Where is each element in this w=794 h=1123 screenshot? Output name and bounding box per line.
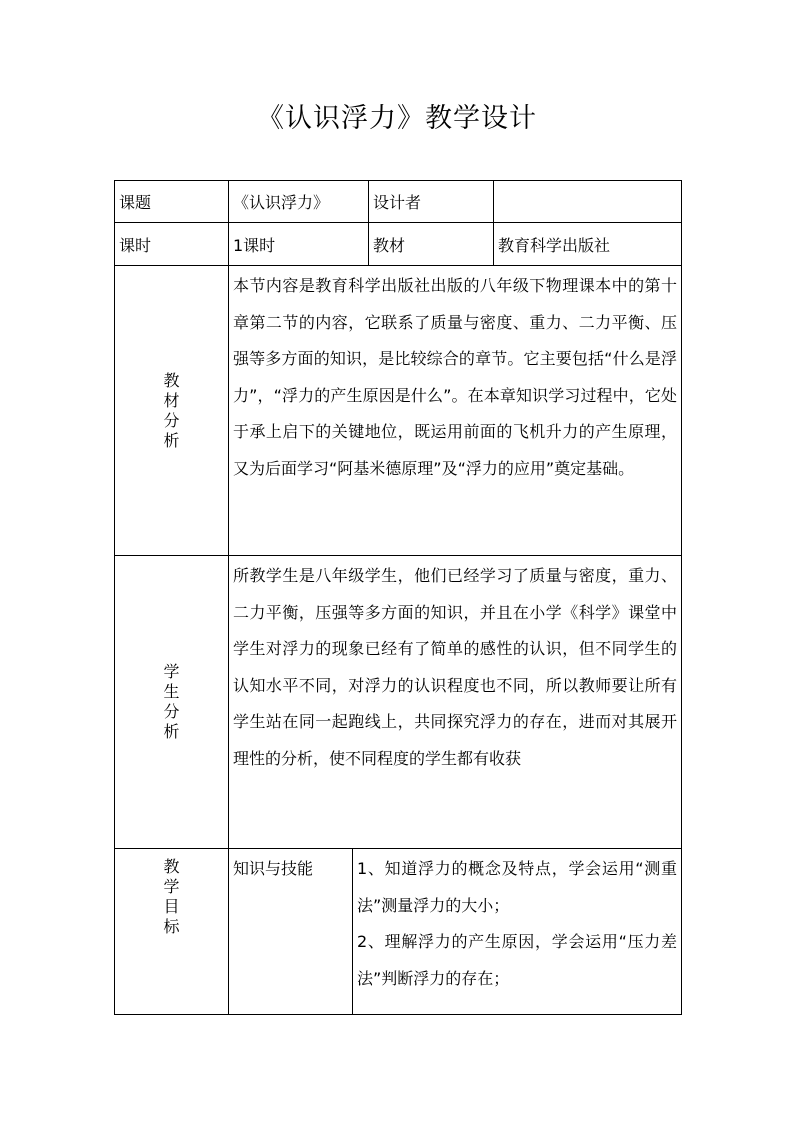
textbook-label: 教材 bbox=[369, 223, 494, 266]
student-analysis-label: 学生分析 bbox=[163, 662, 180, 741]
table-row-topic bbox=[115, 181, 682, 223]
teaching-goals-items bbox=[353, 849, 682, 1015]
designer-label: 设计者 bbox=[369, 181, 494, 223]
topic-value: 《认识浮力》 bbox=[229, 181, 369, 223]
material-analysis-label: 教材分析 bbox=[163, 370, 180, 450]
student-analysis-text: 所教学生是八年级学生，他们已经学习了质量与密度，重力、二力平衡，压强等多方面的知识，并且在小学《科学》课堂中学生对浮力的现象已经有了简单的感性的认识，但不同学生的认知水平不同，对浮力的认识程度也不同，所以教师要让所有学生站在同一起跑线上，共同探究浮力的存在，进而对其展开理性的分析，使不同程度的学生都有收获 bbox=[229, 556, 682, 849]
topic-label: 课题 bbox=[115, 181, 229, 223]
teaching-goals-category: 知识与技能 bbox=[229, 849, 353, 1015]
teaching-goals-label-cell bbox=[115, 849, 229, 1015]
student-analysis-label-cell bbox=[115, 556, 229, 849]
teaching-goal-item: 2、理解浮力的产生原因，学会运用“压力差法”判断浮力的存在； bbox=[357, 932, 678, 988]
lesson-design-table bbox=[114, 180, 682, 1015]
period-value: 1课时 bbox=[229, 223, 369, 266]
table-row-teaching-goals bbox=[115, 849, 682, 1015]
teaching-goals-label: 教学目标 bbox=[163, 857, 180, 936]
material-analysis-text: 本节内容是教育科学出版社出版的八年级下物理课本中的第十章第二节的内容，它联系了质量与密度、重力、二力平衡、压强等多方面的知识，是比较综合的章节。它主要包括“什么是浮力”，“浮力的产生原因是什么”。在本章知识学习过程中，它处于承上启下的关键地位，既运用前面的飞机升力的产生原理，又为后面学习“阿基米德原理”及“浮力的应用”奠定基础。 bbox=[229, 266, 682, 556]
table-row-student-analysis bbox=[115, 556, 682, 849]
material-analysis-label-cell bbox=[115, 266, 229, 556]
table-row-period bbox=[115, 223, 682, 266]
period-label: 课时 bbox=[115, 223, 229, 266]
page-title: 《认识浮力》教学设计 bbox=[257, 103, 537, 134]
textbook-value: 教育科学出版社 bbox=[494, 223, 682, 266]
table-row-material-analysis bbox=[115, 266, 682, 556]
designer-value bbox=[494, 181, 682, 223]
teaching-goal-item: 1、知道浮力的概念及特点，学会运用“测重法”测量浮力的大小； bbox=[357, 859, 678, 915]
